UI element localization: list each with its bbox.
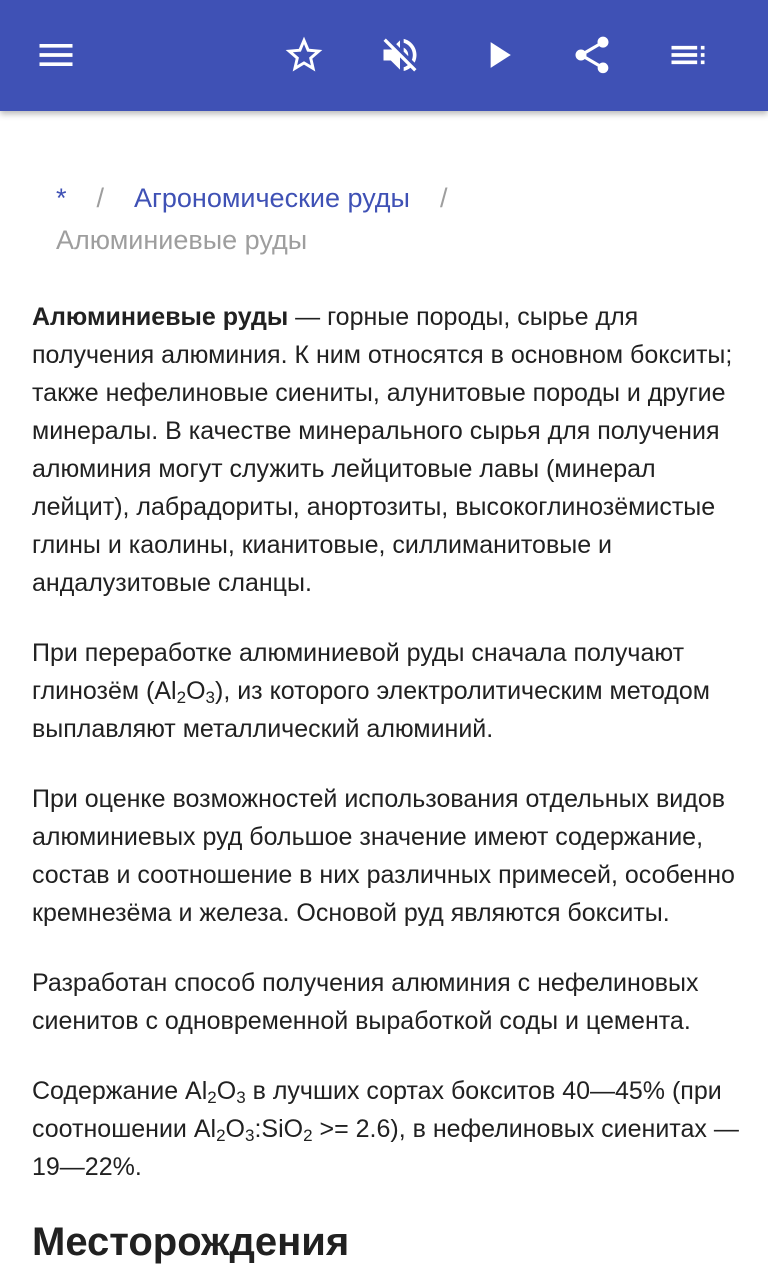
paragraph-intro: Алюминиевые руды — горные породы, сырье для получения алюминия. К ним относятся в основном бокситы; также нефелиновые сиениты, алунитовые породы и другие минералы. В качестве минерального сырья для получения алюминия могут служить лейцитовые лавы (минерал лейцит), лабрадориты, анортозиты, высокоглинозёмистые глины и каолины, кианитовые, силлиманитовые и андалузитовые сланцы. bbox=[32, 303, 733, 597]
paragraph-processing: При переработке алюминиевой руды сначала получают глинозём $(Al_2O_3)$, из которого электролитическим методом выплавляют металлический алюминий. bbox=[32, 639, 710, 743]
hamburger-menu-icon[interactable] bbox=[28, 27, 84, 83]
article-body bbox=[32, 298, 742, 1266]
table-of-contents-icon[interactable] bbox=[660, 27, 716, 83]
breadcrumb bbox=[56, 177, 736, 261]
star-outline-icon[interactable] bbox=[276, 27, 332, 83]
breadcrumb-separator: / bbox=[96, 183, 105, 213]
breadcrumb-separator: / bbox=[439, 183, 448, 213]
paragraph-method: Разработан способ получения алюминия с нефелиновых сиенитов с одновременной выработкой соды и цемента. bbox=[32, 969, 699, 1035]
play-icon[interactable] bbox=[470, 27, 526, 83]
volume-off-icon[interactable] bbox=[372, 27, 428, 83]
section-heading-deposits: Месторождения bbox=[32, 1220, 350, 1264]
app-bar bbox=[0, 0, 768, 111]
breadcrumb-current: Алюминиевые руды bbox=[56, 225, 308, 255]
paragraph-evaluation: При оценке возможностей использования отдельных видов алюминиевых руд большое значение имеют содержание, состав и соотношение в них различных примесей, особенно кремнезёма и железа. Основой руд являются бокситы. bbox=[32, 785, 735, 927]
breadcrumb-parent-link[interactable]: Агрономические руды bbox=[134, 183, 410, 213]
article-term: Алюминиевые руды bbox=[32, 303, 289, 331]
paragraph-content: Содержание $Al_2O_3$ в лучших сортах бокситов 40—45% (при соотношении $Al_2O_3:SiO_2 >= 2.6$), в нефелиновых сиенитах — 19—22%. bbox=[32, 1077, 739, 1181]
share-icon[interactable] bbox=[564, 27, 620, 83]
breadcrumb-root-link[interactable]: * bbox=[56, 183, 67, 213]
